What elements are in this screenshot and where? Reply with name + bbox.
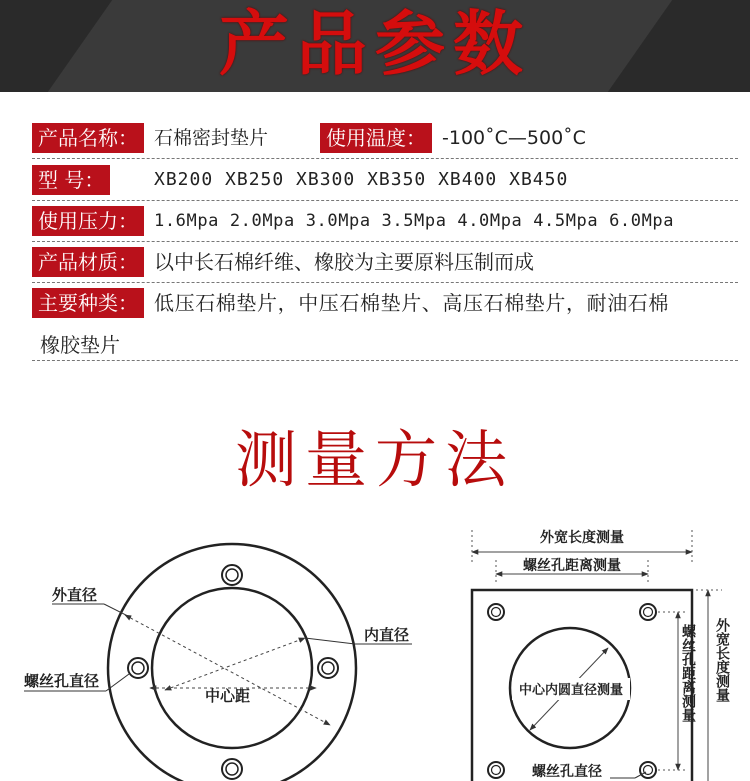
label-types: 主要种类：: [32, 288, 144, 318]
row-divider: [32, 360, 738, 361]
label-bolt-hole-dia-square: 螺丝孔直径: [532, 764, 602, 780]
label-product-name: 产品名称：: [32, 123, 144, 153]
bolt-hole-tl: [488, 604, 504, 620]
bolt-hole-top: [222, 565, 242, 585]
label-model: 型 号：: [32, 165, 110, 195]
value-types: 低压石棉垫片，中压石棉垫片、高压石棉垫片，耐油石棉: [154, 291, 669, 315]
inner-diameter-line: [165, 638, 305, 690]
label-pressure: 使用压力：: [32, 206, 144, 236]
value-model: XB200 XB250 XB300 XB350 XB400 XB450: [154, 169, 569, 190]
param-row-types: [32, 283, 738, 323]
label-bolt-hole-dia: 螺丝孔直径: [24, 672, 100, 690]
square-gasket-diagram: [460, 520, 750, 781]
round-gasket-diagram: [0, 520, 460, 781]
label-outer-dia: 外直径: [52, 586, 98, 604]
param-row-name: [32, 118, 738, 159]
label-outer-width-top: 外宽长度测量: [540, 530, 624, 546]
label-material: 产品材质：: [32, 247, 144, 277]
label-hole-distance-side: 螺丝孔距离测量: [680, 624, 696, 722]
outer-diameter-line: [125, 615, 330, 725]
value-pressure: 1.6Mpa 2.0Mpa 3.0Mpa 3.5Mpa 4.0Mpa 4.5Mpa 6.0Mpa: [154, 211, 675, 231]
bolt-hole-left: [128, 658, 148, 678]
section-title-measure: 测量方法: [234, 423, 515, 496]
bolt-hole-br: [640, 762, 656, 778]
label-inner-dia: 内直径: [364, 626, 410, 644]
bolt-hole-tr: [640, 604, 656, 620]
value-temperature: -100˚C—500˚C: [442, 127, 586, 149]
label-center-distance: 中心距: [205, 687, 251, 705]
value-product-name: 石棉密封垫片: [154, 127, 269, 149]
label-inner-circle: 中心内圆直径测量: [518, 683, 624, 698]
bolt-hole-right: [318, 658, 338, 678]
header-banner: [0, 0, 750, 92]
param-row-pressure: [32, 201, 738, 242]
bolt-hole-bottom: [222, 759, 242, 779]
bolt-hole-bl: [488, 762, 504, 778]
banner-title: 产品参数: [219, 3, 531, 85]
inner-circle: [152, 588, 312, 748]
label-temperature: 使用温度：: [320, 123, 432, 153]
value-material: 以中长石棉纤维、橡胶为主要原料压制而成: [154, 250, 534, 274]
label-outer-width-side: 外宽长度测量: [714, 618, 730, 702]
value-types-continued: 橡胶垫片: [40, 333, 120, 357]
param-row-material: [32, 242, 738, 283]
param-row-model: [32, 160, 738, 201]
label-hole-distance-top: 螺丝孔距离测量: [523, 558, 621, 574]
